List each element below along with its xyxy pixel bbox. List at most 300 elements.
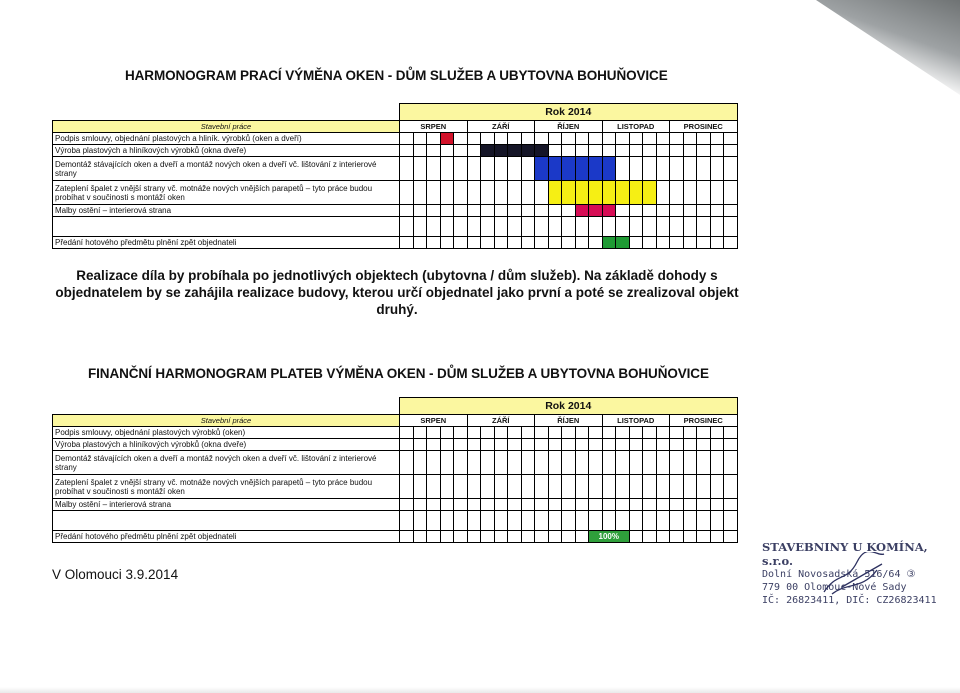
- gantt-bar-cell: [575, 181, 589, 205]
- grid-cell: [535, 217, 549, 237]
- schedule2-row: [53, 451, 738, 475]
- grid-cell: [548, 217, 562, 237]
- grid-cell: [427, 427, 441, 439]
- grid-cell: [562, 531, 576, 543]
- grid-cell: [400, 205, 414, 217]
- grid-cell: [454, 157, 468, 181]
- grid-cell: [683, 499, 697, 511]
- grid-cell: [656, 499, 670, 511]
- grid-cell: [656, 511, 670, 531]
- stamp-ids: IČ: 26823411, DIČ: CZ26823411: [762, 595, 937, 606]
- schedule1-activity-label: [53, 217, 400, 237]
- grid-cell: [724, 499, 738, 511]
- schedule1-row: [53, 181, 738, 205]
- grid-cell: [670, 511, 684, 531]
- month-listopad: LISTOPAD: [602, 121, 670, 133]
- grid-cell: [697, 205, 711, 217]
- grid-cell: [562, 217, 576, 237]
- grid-cell: [656, 475, 670, 499]
- gantt-bar-cell: [508, 145, 522, 157]
- grid-cell: [724, 205, 738, 217]
- schedule1-activity-label: Zateplení špalet z vnější strany vč. motnáže nových vnějších parapetů – tyto práce budou probíhat v součinosti s montáží oken: [53, 181, 400, 205]
- grid-cell: [400, 451, 414, 475]
- grid-cell: [454, 439, 468, 451]
- grid-cell: [400, 439, 414, 451]
- scan-shadow-corner: [780, 0, 960, 95]
- grid-cell: [535, 531, 549, 543]
- grid-cell: [413, 237, 427, 249]
- grid-cell: [589, 499, 603, 511]
- grid-cell: [656, 237, 670, 249]
- grid-cell: [548, 451, 562, 475]
- grid-cell: [670, 157, 684, 181]
- grid-cell: [575, 475, 589, 499]
- gantt-bar-cell: [602, 237, 616, 249]
- grid-cell: [629, 133, 643, 145]
- grid-cell: [562, 133, 576, 145]
- grid-cell: [481, 157, 495, 181]
- grid-cell: [467, 499, 481, 511]
- grid-cell: [521, 133, 535, 145]
- grid-cell: [616, 205, 630, 217]
- grid-cell: [616, 439, 630, 451]
- implementation-note: Realizace díla by probíhala po jednotlivých objektech (ubytovna / dům služeb). Na základě dohody s objednatelem by se zahájila realizace budovy, kterou určí objednatel jako první a poté se zrealizoval objekt druhý.: [55, 268, 739, 317]
- grid-cell: [616, 499, 630, 511]
- grid-cell: [602, 217, 616, 237]
- grid-cell: [724, 511, 738, 531]
- grid-cell: [481, 439, 495, 451]
- grid-cell: [548, 133, 562, 145]
- grid-cell: [535, 511, 549, 531]
- grid-cell: [562, 451, 576, 475]
- grid-cell: [494, 217, 508, 237]
- grid-cell: [697, 439, 711, 451]
- month-srpen-2: SRPEN: [400, 415, 468, 427]
- grid-cell: [670, 217, 684, 237]
- grid-cell: [413, 217, 427, 237]
- schedule2-activity-label: Zateplení špalet z vnější strany vč. motnáže nových vnějších parapetů – tyto práce budou probíhat v součinosti s montáží oken: [53, 475, 400, 499]
- grid-cell: [521, 237, 535, 249]
- grid-cell: [643, 237, 657, 249]
- grid-cell: [643, 511, 657, 531]
- grid-cell: [643, 499, 657, 511]
- grid-cell: [413, 427, 427, 439]
- grid-cell: [724, 181, 738, 205]
- grid-cell: [548, 499, 562, 511]
- grid-cell: [670, 205, 684, 217]
- grid-cell: [602, 439, 616, 451]
- grid-cell: [629, 511, 643, 531]
- grid-cell: [400, 427, 414, 439]
- grid-cell: [575, 145, 589, 157]
- grid-cell: [616, 475, 630, 499]
- stamp-mark: ③: [906, 569, 916, 580]
- schedule1-activity-label: Podpis smlouvy, objednání plastových a hliník. výrobků (oken a dveří): [53, 133, 400, 145]
- grid-cell: [643, 145, 657, 157]
- grid-cell: [629, 451, 643, 475]
- grid-cell: [589, 145, 603, 157]
- grid-cell: [413, 511, 427, 531]
- payment-schedule-title: FINANČNÍ HARMONOGRAM PLATEB VÝMĚNA OKEN - DŮM SLUŽEB A UBYTOVNA BOHUŇOVICE: [88, 366, 709, 381]
- gantt-bar-cell: [589, 181, 603, 205]
- grid-cell: [427, 157, 441, 181]
- gantt-bar-cell: [602, 205, 616, 217]
- grid-cell: [602, 499, 616, 511]
- grid-cell: [616, 511, 630, 531]
- grid-cell: [724, 475, 738, 499]
- grid-cell: [400, 133, 414, 145]
- grid-cell: [656, 439, 670, 451]
- grid-cell: [602, 475, 616, 499]
- month-zari: ZÁŘÍ: [467, 121, 535, 133]
- grid-cell: [427, 181, 441, 205]
- grid-cell: [724, 133, 738, 145]
- grid-cell: [629, 499, 643, 511]
- grid-cell: [562, 511, 576, 531]
- grid-cell: [481, 475, 495, 499]
- grid-cell: [481, 451, 495, 475]
- grid-cell: [602, 427, 616, 439]
- grid-cell: [683, 217, 697, 237]
- grid-cell: [440, 205, 454, 217]
- grid-cell: [683, 439, 697, 451]
- grid-cell: [575, 427, 589, 439]
- grid-cell: [440, 439, 454, 451]
- grid-cell: [521, 217, 535, 237]
- grid-cell: [400, 499, 414, 511]
- grid-cell: [575, 511, 589, 531]
- grid-cell: [494, 439, 508, 451]
- grid-cell: [670, 439, 684, 451]
- schedule2-row: [53, 475, 738, 499]
- grid-cell: [629, 531, 643, 543]
- schedule2-activity-label: Předání hotového předmětu plnění zpět objednateli: [53, 531, 400, 543]
- grid-cell: [575, 439, 589, 451]
- grid-cell: [710, 205, 724, 217]
- grid-cell: [427, 531, 441, 543]
- grid-cell: [589, 133, 603, 145]
- schedule2-activity-label: Podpis smlouvy, objednání plastových výrobků (oken): [53, 427, 400, 439]
- grid-cell: [508, 217, 522, 237]
- grid-cell: [521, 499, 535, 511]
- grid-cell: [670, 427, 684, 439]
- grid-cell: [454, 511, 468, 531]
- schedule2-row: [53, 427, 738, 439]
- grid-cell: [440, 451, 454, 475]
- month-srpen: SRPEN: [400, 121, 468, 133]
- grid-cell: [467, 133, 481, 145]
- grid-cell: [454, 499, 468, 511]
- grid-cell: [440, 145, 454, 157]
- work-schedule-table: [52, 103, 738, 249]
- grid-cell: [656, 181, 670, 205]
- grid-cell: [616, 145, 630, 157]
- stamp-company: STAVEBNINY U KOMÍNA, s.r.o.: [762, 540, 928, 568]
- grid-cell: [427, 451, 441, 475]
- grid-cell: [508, 181, 522, 205]
- grid-cell: [481, 133, 495, 145]
- grid-cell: [697, 451, 711, 475]
- stamp-city: 779 00 Olomouc-Nové Sady: [762, 582, 907, 593]
- grid-cell: [481, 531, 495, 543]
- grid-cell: [454, 531, 468, 543]
- schedule1-row: [53, 237, 738, 249]
- grid-cell: [697, 181, 711, 205]
- grid-cell: [494, 451, 508, 475]
- activity-header-2: Stavební práce: [53, 415, 400, 427]
- grid-cell: [683, 427, 697, 439]
- grid-cell: [494, 133, 508, 145]
- grid-cell: [670, 531, 684, 543]
- grid-cell: [494, 511, 508, 531]
- grid-cell: [521, 205, 535, 217]
- grid-cell: [494, 531, 508, 543]
- grid-cell: [440, 499, 454, 511]
- grid-cell: [521, 439, 535, 451]
- grid-cell: [467, 217, 481, 237]
- grid-cell: [710, 217, 724, 237]
- grid-cell: [670, 499, 684, 511]
- grid-cell: [548, 511, 562, 531]
- grid-cell: [724, 451, 738, 475]
- gantt-bar-cell: [602, 181, 616, 205]
- grid-cell: [643, 439, 657, 451]
- grid-cell: [562, 475, 576, 499]
- grid-cell: [454, 145, 468, 157]
- grid-cell: [589, 237, 603, 249]
- grid-cell: [656, 157, 670, 181]
- grid-cell: [670, 451, 684, 475]
- payment-100-cell: 100%: [589, 531, 630, 543]
- grid-cell: [724, 145, 738, 157]
- grid-cell: [400, 475, 414, 499]
- grid-cell: [724, 157, 738, 181]
- grid-cell: [697, 511, 711, 531]
- grid-cell: [400, 145, 414, 157]
- grid-cell: [629, 217, 643, 237]
- grid-cell: [575, 237, 589, 249]
- grid-cell: [535, 181, 549, 205]
- month-listopad-2: LISTOPAD: [602, 415, 670, 427]
- grid-cell: [548, 145, 562, 157]
- grid-cell: [697, 499, 711, 511]
- grid-cell: [683, 181, 697, 205]
- grid-cell: [616, 133, 630, 145]
- grid-cell: [589, 475, 603, 499]
- grid-cell: [697, 475, 711, 499]
- grid-cell: [494, 181, 508, 205]
- grid-cell: [427, 145, 441, 157]
- grid-cell: [535, 475, 549, 499]
- grid-cell: [616, 451, 630, 475]
- schedule1-row: [53, 217, 738, 237]
- grid-cell: [427, 237, 441, 249]
- gantt-bar-cell: [481, 145, 495, 157]
- grid-cell: [440, 181, 454, 205]
- gantt-bar-cell: [629, 181, 643, 205]
- grid-cell: [521, 157, 535, 181]
- grid-cell: [724, 217, 738, 237]
- grid-cell: [683, 237, 697, 249]
- grid-cell: [710, 451, 724, 475]
- grid-cell: [548, 205, 562, 217]
- grid-cell: [400, 181, 414, 205]
- grid-cell: [616, 157, 630, 181]
- grid-cell: [440, 511, 454, 531]
- schedule2-row: [53, 499, 738, 511]
- grid-cell: [683, 133, 697, 145]
- grid-cell: [656, 133, 670, 145]
- grid-cell: [683, 531, 697, 543]
- gantt-bar-cell: [589, 157, 603, 181]
- grid-cell: [629, 157, 643, 181]
- grid-cell: [440, 475, 454, 499]
- gantt-bar-cell: [535, 157, 549, 181]
- gantt-bar-cell: [575, 205, 589, 217]
- grid-cell: [724, 237, 738, 249]
- grid-cell: [508, 499, 522, 511]
- grid-cell: [440, 157, 454, 181]
- grid-cell: [710, 157, 724, 181]
- grid-cell: [643, 531, 657, 543]
- grid-cell: [400, 511, 414, 531]
- grid-cell: [629, 427, 643, 439]
- grid-cell: [467, 237, 481, 249]
- grid-cell: [508, 205, 522, 217]
- grid-cell: [427, 205, 441, 217]
- company-stamp: [762, 540, 937, 606]
- grid-cell: [413, 157, 427, 181]
- grid-cell: [724, 531, 738, 543]
- grid-cell: [683, 511, 697, 531]
- grid-cell: [548, 439, 562, 451]
- grid-cell: [481, 217, 495, 237]
- grid-cell: [643, 451, 657, 475]
- schedule1-activity-label: Malby ostění – interierová strana: [53, 205, 400, 217]
- gantt-bar-cell: [602, 157, 616, 181]
- grid-cell: [413, 133, 427, 145]
- grid-cell: [413, 531, 427, 543]
- signature: [822, 552, 892, 597]
- grid-cell: [535, 427, 549, 439]
- grid-cell: [589, 451, 603, 475]
- grid-cell: [710, 439, 724, 451]
- year-header: Rok 2014: [400, 104, 738, 121]
- gantt-bar-cell: [616, 181, 630, 205]
- grid-cell: [562, 439, 576, 451]
- schedule1-row: [53, 133, 738, 145]
- grid-cell: [643, 217, 657, 237]
- month-zari-2: ZÁŘÍ: [467, 415, 535, 427]
- grid-cell: [535, 499, 549, 511]
- grid-cell: [710, 475, 724, 499]
- grid-cell: [400, 237, 414, 249]
- grid-cell: [710, 531, 724, 543]
- gantt-bar-cell: [562, 157, 576, 181]
- grid-cell: [494, 427, 508, 439]
- schedule1-activity-label: Výroba plastových a hliníkových výrobků (okna dveře): [53, 145, 400, 157]
- grid-cell: [710, 145, 724, 157]
- grid-cell: [440, 531, 454, 543]
- grid-cell: [535, 237, 549, 249]
- grid-cell: [521, 451, 535, 475]
- grid-cell: [427, 511, 441, 531]
- grid-cell: [521, 531, 535, 543]
- grid-cell: [481, 511, 495, 531]
- grid-cell: [400, 217, 414, 237]
- grid-cell: [467, 531, 481, 543]
- grid-cell: [643, 205, 657, 217]
- grid-cell: [575, 217, 589, 237]
- payment-schedule-table: [52, 397, 738, 543]
- grid-cell: [400, 157, 414, 181]
- grid-cell: [643, 157, 657, 181]
- gantt-bar-cell: [562, 181, 576, 205]
- grid-cell: [562, 427, 576, 439]
- grid-cell: [562, 145, 576, 157]
- grid-cell: [454, 217, 468, 237]
- grid-cell: [508, 439, 522, 451]
- grid-cell: [697, 237, 711, 249]
- grid-cell: [629, 439, 643, 451]
- place-and-date: V Olomouci 3.9.2014: [52, 567, 179, 582]
- grid-cell: [400, 531, 414, 543]
- grid-cell: [697, 145, 711, 157]
- grid-cell: [427, 439, 441, 451]
- grid-cell: [494, 237, 508, 249]
- grid-cell: [562, 499, 576, 511]
- grid-cell: [602, 145, 616, 157]
- grid-cell: [710, 181, 724, 205]
- grid-cell: [521, 511, 535, 531]
- grid-cell: [724, 427, 738, 439]
- grid-cell: [494, 475, 508, 499]
- grid-cell: [724, 439, 738, 451]
- schedule2-activity-label: Demontáž stávajících oken a dveří a montáž nových oken a dveří vč. lištování z interierové strany: [53, 451, 400, 475]
- grid-cell: [683, 157, 697, 181]
- grid-cell: [643, 427, 657, 439]
- grid-cell: [683, 451, 697, 475]
- grid-cell: [467, 427, 481, 439]
- grid-cell: [454, 205, 468, 217]
- gantt-bar-cell: [643, 181, 657, 205]
- grid-cell: [481, 181, 495, 205]
- grid-cell: [521, 181, 535, 205]
- year-header-2: Rok 2014: [400, 398, 738, 415]
- grid-cell: [535, 133, 549, 145]
- grid-cell: [629, 145, 643, 157]
- grid-cell: [508, 133, 522, 145]
- grid-cell: [467, 439, 481, 451]
- grid-cell: [440, 237, 454, 249]
- grid-cell: [575, 133, 589, 145]
- grid-cell: [710, 237, 724, 249]
- grid-cell: [467, 157, 481, 181]
- grid-cell: [454, 451, 468, 475]
- grid-cell: [413, 451, 427, 475]
- grid-cell: [710, 133, 724, 145]
- grid-cell: [697, 531, 711, 543]
- grid-cell: [440, 217, 454, 237]
- grid-cell: [670, 237, 684, 249]
- month-prosinec: PROSINEC: [670, 121, 738, 133]
- grid-cell: [697, 133, 711, 145]
- grid-cell: [454, 237, 468, 249]
- grid-cell: [589, 511, 603, 531]
- grid-cell: [494, 205, 508, 217]
- grid-cell: [481, 237, 495, 249]
- grid-cell: [710, 511, 724, 531]
